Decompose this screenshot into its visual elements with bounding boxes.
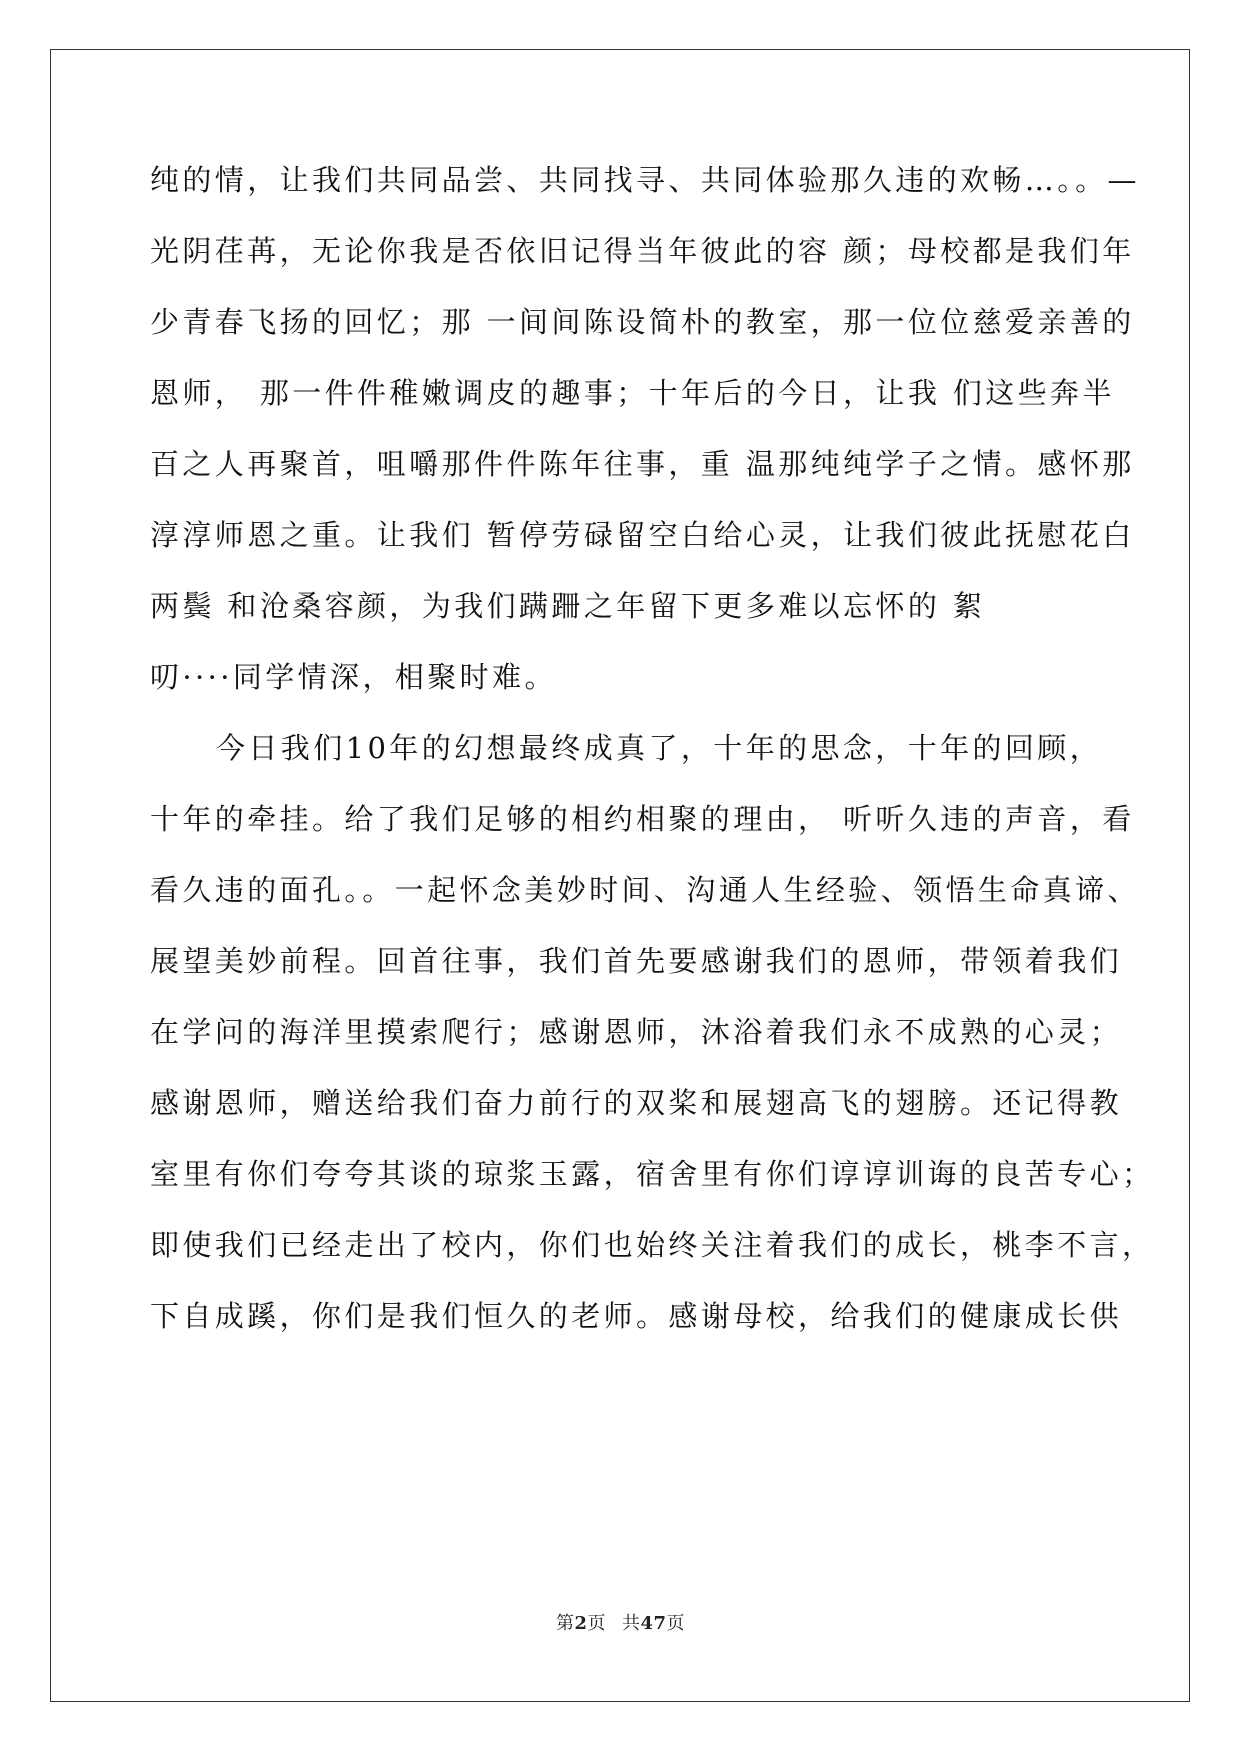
text-line-4: 恩师， 那一件件稚嫩调皮的趣事；十年后的今日，让我 们这些奔半 xyxy=(150,376,1115,410)
text-line-17: 下自成蹊，你们是我们恒久的老师。感谢母校，给我们的健康成长供 xyxy=(150,1299,1123,1333)
page-total-unit: 页 xyxy=(666,1613,686,1634)
text-line-14: 感谢恩师，赠送给我们奋力前行的双桨和展翅高飞的翅膀。还记得教 xyxy=(150,1086,1123,1120)
text-line-3: 少青春飞扬的回忆；那 一间间陈设简朴的教室，那一位位慈爱亲善的 xyxy=(150,305,1135,339)
text-line-13: 在学问的海洋里摸索爬行；感谢恩师，沐浴着我们永不成熟的心灵； xyxy=(150,1015,1123,1049)
page-footer xyxy=(0,1612,1241,1636)
page-number-current: 2 xyxy=(574,1613,588,1634)
text-line-7: 两鬓 和沧桑容颜，为我们蹒跚之年留下更多难以忘怀的 絮 xyxy=(150,589,986,623)
page-number-prefix: 第 xyxy=(555,1613,575,1634)
text-line-16: 即使我们已经走出了校内，你们也始终关注着我们的成长，桃李不言， xyxy=(150,1228,1155,1262)
text-line-1: 纯的情，让我们共同品尝、共同找寻、共同体验那久违的欢畅…。。— xyxy=(150,163,1140,197)
page-number-unit: 页 xyxy=(587,1613,606,1634)
text-line-12: 展望美妙前程。回首往事，我们首先要感谢我们的恩师，带领着我们 xyxy=(150,944,1123,978)
text-line-9-paragraph-start: 今日我们10年的幻想最终成真了，十年的思念，十年的回顾， xyxy=(216,731,1103,765)
text-line-2: 光阴荏苒，无论你我是否依旧记得当年彼此的容 颜；母校都是我们年 xyxy=(150,234,1135,268)
text-line-15: 室里有你们夸夸其谈的琼浆玉露，宿舍里有你们谆谆训诲的良苦专心； xyxy=(150,1157,1155,1191)
text-line-6: 淳淳师恩之重。让我们 暂停劳碌留空白给心灵，让我们彼此抚慰花白 xyxy=(150,518,1135,552)
text-line-5: 百之人再聚首，咀嚼那件件陈年往事，重 温那纯纯学子之情。感怀那 xyxy=(150,447,1135,481)
text-line-10: 十年的牵挂。给了我们足够的相约相聚的理由， 听听久违的声音，看 xyxy=(150,802,1135,836)
text-line-8: 叨····同学情深，相聚时难。 xyxy=(150,660,557,694)
page-total-prefix: 共 xyxy=(621,1613,641,1634)
text-line-11: 看久违的面孔。。一起怀念美妙时间、沟通人生经验、领悟生命真谛、 xyxy=(150,873,1140,907)
page-total-count: 47 xyxy=(640,1613,667,1634)
